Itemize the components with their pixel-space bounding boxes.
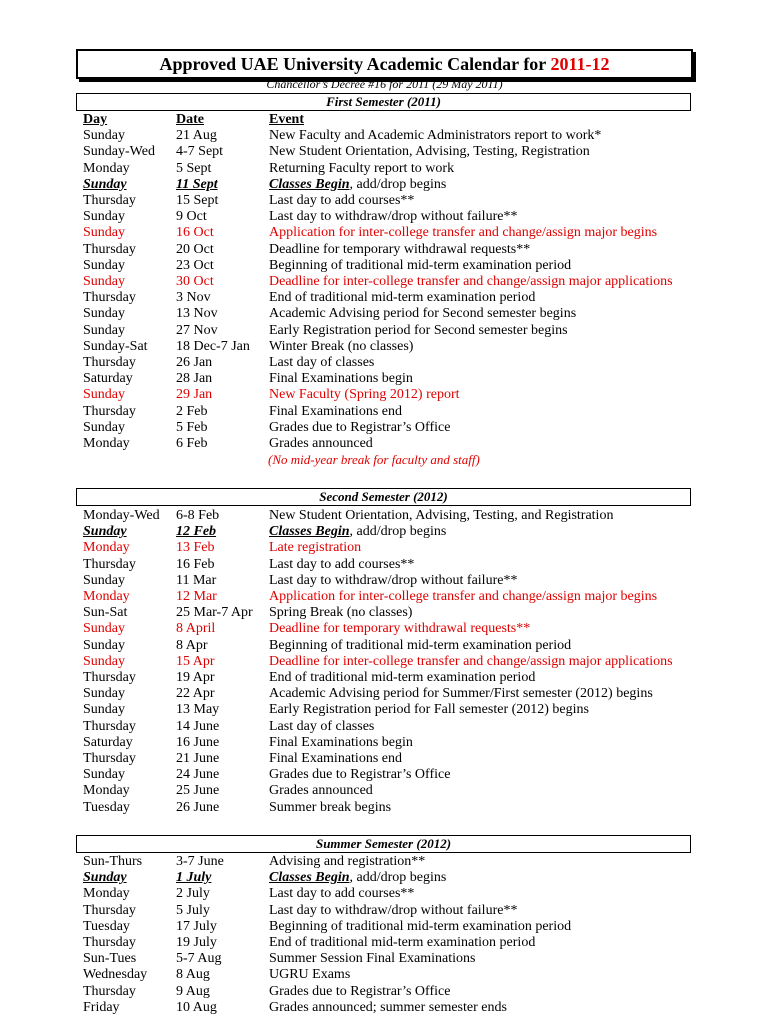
table-row [0,800,768,816]
row-event: Grades due to Registrar’s Office [269,983,451,999]
table-row [0,274,768,290]
row-day: Sunday-Sat [83,338,148,354]
table-row [0,984,768,1000]
row-event: Application for inter-college transfer and change/assign major begins [269,225,658,241]
semester-title: Summer Semester (2012) [76,835,691,853]
row-date: 26 June [176,799,220,815]
table-row [0,290,768,306]
row-date: 16 Oct [176,225,214,241]
table-row [0,854,768,870]
row-event-emphasis: Classes Begin [269,176,350,192]
row-day: Sunday [83,572,125,588]
row-event: Deadline for temporary withdrawal requests** [269,621,531,637]
row-event: Last day to withdraw/drop without failure** [269,209,518,225]
table-row [0,589,768,605]
row-event: Beginning of traditional mid-term examination period [269,257,572,273]
row-date: 2 Feb [176,403,208,419]
row-day: Tuesday [83,799,130,815]
table-row [0,935,768,951]
row-date: 2 July [176,886,210,902]
table-row [0,371,768,387]
row-event: Early Registration period for Fall semester (2012) begins [269,702,589,718]
column-header-event: Event [269,112,304,127]
row-date: 8 Aug [176,967,210,983]
row-day: Sunday-Wed [83,144,155,160]
row-day: Sun-Tues [83,951,137,967]
row-day: Sunday [83,637,125,653]
row-date: 26 Jan [176,355,213,370]
row-day: Sunday [83,176,127,192]
row-day: Monday [83,783,130,799]
row-date: 19 July [176,935,217,950]
row-date: 5-7 Aug [176,951,222,967]
row-event: Last day to add courses** [269,886,415,902]
row-event: Returning Faculty report to work [269,160,455,176]
row-date: 15 Sept [176,193,219,208]
row-day: Thursday [83,935,136,950]
table-row [0,686,768,702]
row-event: Grades due to Registrar’s Office [269,419,451,435]
table-row [0,404,768,420]
row-day: Thursday [83,751,136,766]
row-event: Spring Break (no classes) [269,605,413,621]
row-day: Saturday [83,371,133,387]
row-day: Sunday [83,128,125,144]
table-row [0,735,768,751]
row-day: Saturday [83,734,133,750]
row-event: New Faculty and Academic Administrators report to work* [269,128,602,144]
table-row [0,951,768,967]
table-row [0,387,768,403]
row-event-rest: , add/drop begins [349,524,447,540]
row-date: 3 Nov [176,290,211,306]
row-date: 6-8 Feb [176,508,220,523]
row-event: Final Examinations end [269,403,402,419]
row-day: Monday [83,160,130,176]
row-event: Last day to add courses** [269,193,415,208]
row-date: 12 Mar [176,589,217,604]
row-event: Summer Session Final Examinations [269,951,476,967]
row-date: 13 May [176,702,220,718]
row-event: Academic Advising period for Summer/First semester (2012) begins [269,686,653,702]
table-row [0,605,768,621]
row-event-rest: , add/drop begins [349,870,447,886]
row-date: 23 Oct [176,257,214,273]
row-date: 15 Apr [176,653,215,669]
row-event: UGRU Exams [269,967,351,983]
row-date: 6 Feb [176,436,208,451]
row-event: Grades announced [269,436,373,451]
row-day: Sunday [83,306,125,322]
row-event: Deadline for inter-college transfer and change/assign major applications [269,653,673,669]
row-date: 21 June [176,751,220,766]
table-row [0,557,768,573]
row-event: New Student Orientation, Advising, Testing, Registration [269,144,590,160]
table-row [0,767,768,783]
row-event: Grades announced [269,783,373,799]
row-event-emphasis: Classes Begin [269,524,350,540]
row-day: Sunday [83,257,125,273]
row-day: Wednesday [83,967,148,983]
table-row [0,144,768,160]
row-event [269,870,446,886]
row-event: Last day of classes [269,355,375,370]
row-date: 11 Mar [176,572,217,588]
row-day: Thursday [83,355,136,370]
row-day: Sunday [83,209,125,225]
table-row [0,967,768,983]
row-event: Beginning of traditional mid-term examination period [269,918,572,934]
row-day: Sunday [83,225,125,241]
table-row [0,524,768,540]
row-day: Monday [83,436,130,451]
row-day: Sunday [83,524,127,540]
row-day: Thursday [83,983,136,999]
row-event: Academic Advising period for Second semester begins [269,306,577,322]
table-row [0,508,768,524]
row-day: Sunday [83,621,125,637]
table-row [0,323,768,339]
row-date: 17 July [176,918,217,934]
row-day: Monday [83,886,130,902]
table-row [0,638,768,654]
row-day: Monday [83,589,130,604]
row-event: End of traditional mid-term examination period [269,290,536,306]
table-row [0,436,768,452]
semester-note: (No mid-year break for faculty and staff) [268,452,480,468]
table-row [0,306,768,322]
table-row [0,128,768,144]
row-date: 16 June [176,734,220,750]
row-date: 5 July [176,902,210,918]
table-row [0,886,768,902]
column-header-row [0,112,768,128]
row-day: Sunday [83,274,125,289]
row-event: Final Examinations end [269,751,402,766]
row-date: 13 Feb [176,540,215,556]
table-row [0,670,768,686]
row-date: 5 Feb [176,419,208,435]
semester-title: Second Semester (2012) [76,488,691,506]
row-date: 22 Apr [176,686,215,702]
row-event: Grades announced; summer semester ends [269,999,507,1015]
table-row [0,870,768,886]
table-row [0,919,768,935]
row-event: New Student Orientation, Advising, Testing, and Registration [269,508,614,523]
row-date: 8 Apr [176,637,208,653]
row-event: Summer break begins [269,799,392,815]
row-day: Sunday [83,702,125,718]
row-day: Sunday [83,653,125,669]
row-date: 10 Aug [176,999,217,1015]
row-day: Sunday [83,686,125,702]
row-event: Final Examinations begin [269,734,413,750]
row-event: Application for inter-college transfer and change/assign major begins [269,589,658,604]
row-event: End of traditional mid-term examination period [269,670,536,685]
table-row [0,193,768,209]
table-row [0,339,768,355]
row-day: Friday [83,999,120,1015]
table-row [0,702,768,718]
row-event: Late registration [269,540,362,556]
table-row [0,209,768,225]
row-date: 24 June [176,767,220,783]
row-day: Monday-Wed [83,508,160,523]
row-day: Sunday [83,870,127,886]
row-event: Last day to withdraw/drop without failure** [269,902,518,918]
row-day: Sun-Thurs [83,854,143,869]
row-day: Sunday [83,419,125,435]
row-event [269,177,446,193]
title-text: Approved UAE University Academic Calendar for [159,54,546,74]
row-event: Deadline for temporary withdrawal requests** [269,241,531,257]
row-date: 8 April [176,621,216,637]
row-day: Thursday [83,902,136,918]
row-day: Sunday [83,767,125,783]
decree-subtitle: Chancellor’s Decree #16 for 2011 (29 May 2011) [266,77,503,91]
row-date: 21 Aug [176,128,217,144]
table-row [0,258,768,274]
table-row [0,355,768,371]
row-event: Final Examinations begin [269,371,413,387]
row-event [269,524,446,540]
row-day: Thursday [83,556,136,572]
table-row [0,783,768,799]
table-row [0,242,768,258]
row-event: Early Registration period for Second semester begins [269,322,568,338]
row-day: Monday [83,540,130,556]
row-event: Advising and registration** [269,854,426,869]
row-date: 5 Sept [176,160,212,176]
table-row [0,420,768,436]
table-row [0,621,768,637]
row-day: Thursday [83,193,136,208]
title-year: 2011-12 [550,54,610,74]
column-header-date: Date [176,112,204,127]
row-date: 4-7 Sept [176,144,224,160]
row-date: 9 Aug [176,983,210,999]
column-header-day: Day [83,112,108,127]
semester-title: First Semester (2011) [76,93,691,111]
row-event: Deadline for inter-college transfer and change/assign major applications [269,274,673,289]
row-event: Last day to add courses** [269,556,415,572]
row-event: Winter Break (no classes) [269,338,414,354]
row-date: 19 Apr [176,670,215,685]
row-event: Last day of classes [269,718,375,734]
row-date: 27 Nov [176,322,218,338]
row-date: 29 Jan [176,387,213,403]
table-row [0,573,768,589]
table-row [0,540,768,556]
row-day: Sunday [83,387,125,403]
row-day: Thursday [83,718,136,734]
row-day: Thursday [83,670,136,685]
row-event: New Faculty (Spring 2012) report [269,387,460,403]
row-date: 18 Dec-7 Jan [176,338,250,354]
table-row [0,903,768,919]
table-row [0,751,768,767]
row-event: Last day to withdraw/drop without failure** [269,572,518,588]
page-title [76,49,693,79]
table-row [0,161,768,177]
row-date: 9 Oct [176,209,207,225]
row-date: 20 Oct [176,241,214,257]
row-day: Sunday [83,322,125,338]
row-date: 25 Mar-7 Apr [176,605,253,621]
row-event: Grades due to Registrar’s Office [269,767,451,783]
row-date: 3-7 June [176,854,224,869]
row-event: End of traditional mid-term examination period [269,935,536,950]
row-date: 28 Jan [176,371,213,387]
table-row [0,654,768,670]
row-day: Sun-Sat [83,605,128,621]
table-row [0,225,768,241]
row-date: 30 Oct [176,274,214,289]
table-row [0,177,768,193]
row-day: Tuesday [83,918,130,934]
row-day: Thursday [83,290,136,306]
row-date: 13 Nov [176,306,218,322]
row-date: 25 June [176,783,220,799]
row-date: 14 June [176,718,220,734]
table-row [0,1000,768,1016]
row-event-rest: , add/drop begins [349,176,447,192]
row-day: Thursday [83,241,136,257]
table-row [0,719,768,735]
row-date: 12 Feb [176,524,217,540]
row-event: Beginning of traditional mid-term examination period [269,637,572,653]
row-event-emphasis: Classes Begin [269,870,350,886]
row-date: 1 July [176,870,212,886]
row-date: 16 Feb [176,556,215,572]
row-date: 11 Sept [176,176,218,192]
row-day: Thursday [83,403,136,419]
